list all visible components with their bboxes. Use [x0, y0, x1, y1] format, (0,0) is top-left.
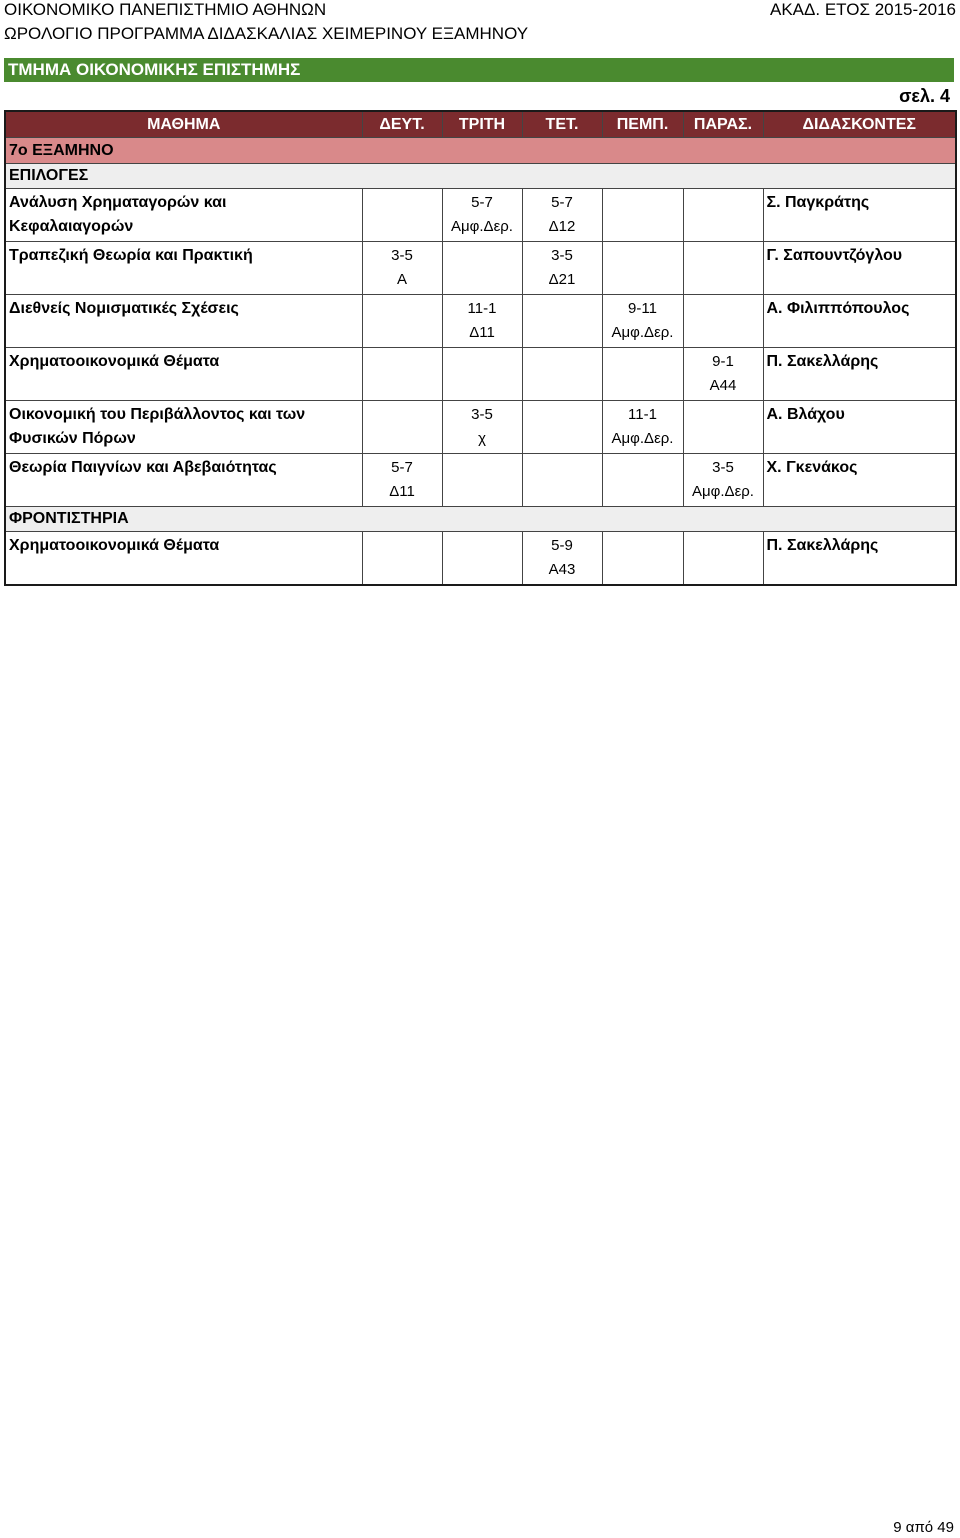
- schedule-table: [4, 110, 957, 586]
- slot-time: 3-5: [551, 247, 573, 264]
- slot-time: 3-5: [712, 459, 734, 476]
- slot-mon: [362, 295, 442, 348]
- course-name-line: Χρηματοοικονομικά Θέματα: [9, 537, 220, 554]
- slot-time: 5-7: [471, 194, 493, 211]
- slot-fri: [683, 242, 763, 295]
- slot-wed: [522, 401, 602, 454]
- table-row: [5, 189, 956, 242]
- course-name-line: Φυσικών Πόρων: [9, 430, 136, 447]
- department-banner: ΤΜΗΜΑ ΟΙΚΟΝΟΜΙΚΗΣ ΕΠΙΣΤΗΜΗΣ: [4, 58, 954, 82]
- slot-time: 3-5: [391, 247, 413, 264]
- slot-mon: [362, 401, 442, 454]
- page-reference: σελ. 4: [899, 86, 950, 106]
- table-row: [5, 532, 956, 586]
- semester-row: [5, 138, 956, 164]
- slot-tue: [442, 295, 522, 348]
- table-row: [5, 454, 956, 507]
- slot-tue: [442, 532, 522, 586]
- course-name: [5, 532, 362, 586]
- slot-wed: [522, 295, 602, 348]
- section-title: ΕΠΙΛΟΓΕΣ: [5, 164, 956, 189]
- slot-room: Α43: [548, 561, 576, 578]
- slot-time: 5-7: [551, 194, 573, 211]
- slot-room: Δ21: [548, 271, 576, 288]
- slot-fri: [683, 348, 763, 401]
- teacher-name: Π. Σακελλάρης: [763, 532, 956, 586]
- slot-room: Δ12: [548, 218, 576, 235]
- slot-mon: [362, 189, 442, 242]
- semester-label: 7ο ΕΞΑΜΗΝΟ: [5, 138, 956, 164]
- slot-time: 3-5: [471, 406, 493, 423]
- slot-room: Αμφ.Δερ.: [451, 218, 513, 235]
- slot-thu: [602, 189, 683, 242]
- slot-tue: [442, 348, 522, 401]
- slot-tue: [442, 189, 522, 242]
- slot-tue: [442, 401, 522, 454]
- slot-time: 5-7: [391, 459, 413, 476]
- course-name-line: Ανάλυση Χρηματαγορών και: [9, 194, 227, 211]
- slot-wed: [522, 532, 602, 586]
- table-row: [5, 348, 956, 401]
- col-header-teachers: ΔΙΔΑΣΚΟΝΤΕΣ: [763, 111, 956, 138]
- table-header-row: [5, 111, 956, 138]
- slot-wed: [522, 189, 602, 242]
- course-name-line: Χρηματοοικονομικά Θέματα: [9, 353, 220, 370]
- slot-mon: [362, 454, 442, 507]
- col-header-mon: ΔΕΥΤ.: [362, 111, 442, 138]
- program-title: ΩΡΟΛΟΓΙΟ ΠΡΟΓΡΑΜΜΑ ΔΙΔΑΣΚΑΛΙΑΣ ΧΕΙΜΕΡΙΝΟΥ ΕΞΑΜΗΝΟΥ: [4, 24, 529, 43]
- course-name-line: Κεφαλαιαγορών: [9, 218, 134, 235]
- course-name-line: Θεωρία Παιγνίων και Αβεβαιότητας: [9, 459, 277, 476]
- slot-fri: [683, 295, 763, 348]
- slot-room: Δ11: [469, 324, 495, 341]
- col-header-tue: ΤΡΙΤΗ: [442, 111, 522, 138]
- course-name: [5, 454, 362, 507]
- slot-room: Αμφ.Δερ.: [611, 430, 674, 447]
- slot-time: 11-1: [628, 406, 657, 423]
- slot-fri: [683, 401, 763, 454]
- slot-time: 11-1: [467, 300, 497, 317]
- section-title: ΦΡΟΝΤΙΣΤΗΡΙΑ: [5, 507, 956, 532]
- academic-year: ΑΚΑΔ. ΕΤΟΣ 2015-2016: [770, 0, 956, 19]
- table-row: [5, 295, 956, 348]
- teacher-name: Σ. Παγκράτης: [763, 189, 956, 242]
- col-header-fri: ΠΑΡΑΣ.: [683, 111, 763, 138]
- slot-time: 9-11: [628, 300, 657, 317]
- slot-room: Α44: [709, 377, 737, 394]
- teacher-name: Π. Σακελλάρης: [763, 348, 956, 401]
- slot-fri: [683, 532, 763, 586]
- course-name: [5, 401, 362, 454]
- section-row: [5, 507, 956, 532]
- teacher-name: Α. Βλάχου: [763, 401, 956, 454]
- slot-wed: [522, 348, 602, 401]
- col-header-wed: ΤΕΤ.: [522, 111, 602, 138]
- course-name: [5, 295, 362, 348]
- slot-time: 9-1: [712, 353, 734, 370]
- table-row: [5, 242, 956, 295]
- course-name-line: Οικονομική του Περιβάλλοντος και των: [9, 406, 306, 423]
- university-title: ΟΙΚΟΝΟΜΙΚΟ ΠΑΝΕΠΙΣΤΗΜΙΟ ΑΘΗΝΩΝ: [4, 0, 327, 19]
- course-name-line: Διεθνείς Νομισματικές Σχέσεις: [9, 300, 239, 317]
- col-header-thu: ΠΕΜΠ.: [602, 111, 683, 138]
- slot-fri: [683, 189, 763, 242]
- slot-thu: [602, 295, 683, 348]
- slot-thu: [602, 532, 683, 586]
- course-name: [5, 242, 362, 295]
- col-header-course: ΜΑΘΗΜΑ: [5, 111, 362, 138]
- slot-thu: [602, 348, 683, 401]
- slot-mon: [362, 532, 442, 586]
- slot-room: χ: [478, 430, 486, 447]
- slot-room: Δ11: [389, 483, 415, 500]
- slot-wed: [522, 454, 602, 507]
- course-name: [5, 189, 362, 242]
- slot-tue: [442, 242, 522, 295]
- course-name: [5, 348, 362, 401]
- slot-room: Αμφ.Δερ.: [692, 483, 754, 500]
- slot-thu: [602, 401, 683, 454]
- slot-wed: [522, 242, 602, 295]
- teacher-name: Χ. Γκενάκος: [763, 454, 956, 507]
- section-row: [5, 164, 956, 189]
- slot-thu: [602, 242, 683, 295]
- slot-room: Α: [396, 271, 407, 288]
- page-counter: 9 από 49: [893, 1519, 954, 1536]
- teacher-name: Α. Φιλιππόπουλος: [763, 295, 956, 348]
- slot-fri: [683, 454, 763, 507]
- slot-tue: [442, 454, 522, 507]
- slot-thu: [602, 454, 683, 507]
- slot-mon: [362, 348, 442, 401]
- slot-mon: [362, 242, 442, 295]
- slot-room: Αμφ.Δερ.: [611, 324, 674, 341]
- slot-time: 5-9: [551, 537, 573, 554]
- table-row: [5, 401, 956, 454]
- teacher-name: Γ. Σαπουντζόγλου: [763, 242, 956, 295]
- course-name-line: Τραπεζική Θεωρία και Πρακτική: [9, 247, 253, 264]
